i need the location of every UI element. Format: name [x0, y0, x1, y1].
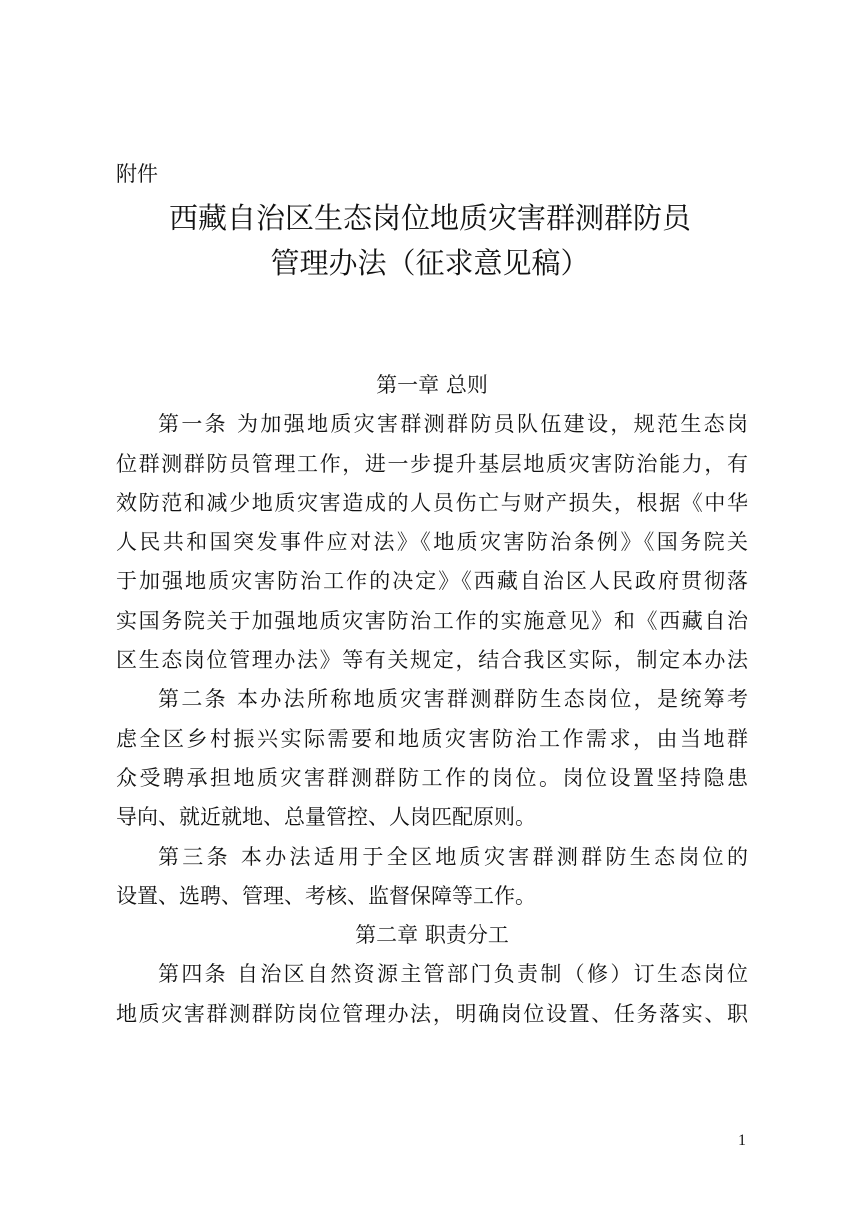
article-1-line-7: 区生态岗位管理办法》等有关规定，结合我区实际，制定本办法 [116, 648, 748, 673]
article-1-line-2: 位群测群防员管理工作，进一步提升基层地质灾害防治能力，有 [116, 451, 748, 476]
article-2-line-4: 导向、就近就地、总量管控、人岗匹配原则。 [116, 805, 536, 830]
page-number: 1 [738, 1132, 746, 1149]
article-1-line-1: 第一条 为加强地质灾害群测群防员队伍建设，规范生态岗 [158, 412, 748, 437]
article-4-line-1: 第四条 自治区自然资源主管部门负责制（修）订生态岗位 [158, 962, 748, 987]
attachment-label: 附件 [116, 162, 158, 186]
article-1-line-5: 于加强地质灾害防治工作的决定》《西藏自治区人民政府贯彻落 [116, 569, 748, 594]
document-body [116, 366, 748, 1034]
article-2-line-1: 第二条 本办法所称地质灾害群测群防生态岗位，是统筹考 [158, 687, 748, 712]
article-2-line-2: 虑全区乡村振兴实际需要和地质灾害防治工作需求，由当地群 [116, 726, 748, 751]
article-3-line-1: 第三条 本办法适用于全区地质灾害群测群防生态岗位的 [158, 844, 748, 869]
article-1-line-3: 效防范和减少地质灾害造成的人员伤亡与财产损失，根据《中华 [116, 490, 748, 515]
article-4-line-2: 地质灾害群测群防岗位管理办法，明确岗位设置、任务落实、职 [116, 1001, 748, 1026]
document-title-line-1: 西藏自治区生态岗位地质灾害群测群防员 [168, 201, 691, 235]
article-3-line-2: 设置、选聘、管理、考核、监督保障等工作。 [116, 883, 536, 908]
chapter-heading-2: 第二章 职责分工 [355, 923, 509, 948]
article-1-line-6: 实国务院关于加强地质灾害防治工作的实施意见》和《西藏自治 [116, 608, 748, 633]
article-1-line-4: 人民共和国突发事件应对法》《地质灾害防治条例》《国务院关 [116, 530, 748, 555]
article-2-line-3: 众受聘承担地质灾害群测群防工作的岗位。岗位设置坚持隐患 [116, 765, 748, 790]
document-title-line-2: 管理办法（征求意见稿） [270, 246, 590, 280]
chapter-heading-1: 第一章 总则 [376, 373, 488, 397]
